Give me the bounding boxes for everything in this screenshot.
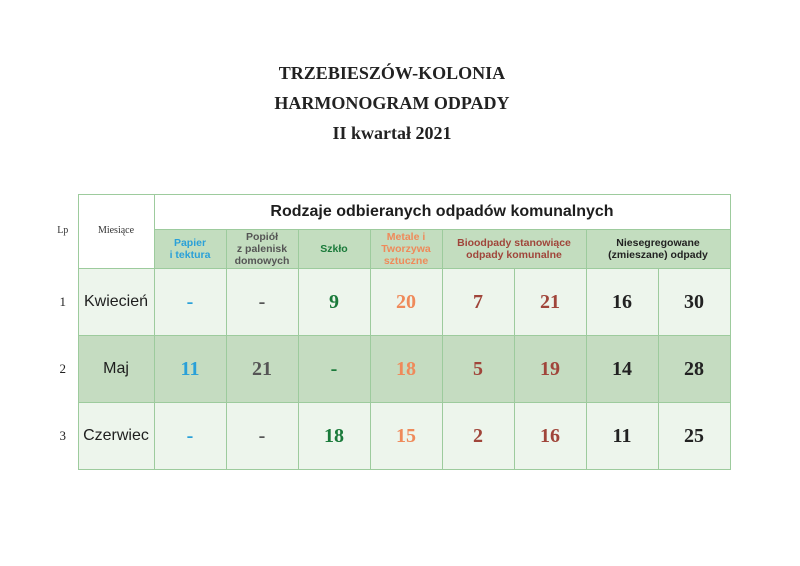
table-row [48, 336, 730, 403]
pickup-day-cell: 7 [442, 269, 514, 336]
pickup-day-cell: 11 [154, 336, 226, 403]
pickup-day-cell: 11 [586, 403, 658, 470]
pickup-day-cell: 18 [298, 403, 370, 470]
pickup-day-cell: - [154, 269, 226, 336]
row-month: Maj [78, 336, 154, 403]
pickup-day-cell: 21 [226, 336, 298, 403]
pickup-day-cell: 9 [298, 269, 370, 336]
waste-schedule-table [48, 194, 731, 470]
row-month: Kwiecień [78, 269, 154, 336]
pickup-day-cell: 18 [370, 336, 442, 403]
pickup-day-cell: - [298, 336, 370, 403]
pickup-day-cell: 21 [514, 269, 586, 336]
header-miesiace: Miesiące [78, 195, 154, 269]
category-popiol: Popiół z palenisk domowych [226, 230, 298, 269]
pickup-day-cell: 14 [586, 336, 658, 403]
category-niesegregowane: Niesegregowane (zmieszane) odpady [586, 230, 730, 269]
document-title [0, 58, 784, 148]
header-lp: Lp [57, 224, 69, 236]
schedule-rows [48, 269, 730, 470]
pickup-day-cell: - [226, 403, 298, 470]
category-metale: Metale i Tworzywa sztuczne [370, 230, 442, 269]
pickup-day-cell: 16 [586, 269, 658, 336]
pickup-day-cell: - [154, 403, 226, 470]
pickup-day-cell: 5 [442, 336, 514, 403]
pickup-day-cell: 19 [514, 336, 586, 403]
category-szklo: Szkło [298, 230, 370, 269]
pickup-day-cell: 25 [658, 403, 730, 470]
row-lp: 1 [48, 269, 78, 336]
pickup-day-cell: 16 [514, 403, 586, 470]
pickup-day-cell: 20 [370, 269, 442, 336]
row-lp: 3 [48, 403, 78, 470]
row-lp: 2 [48, 336, 78, 403]
title-quarter: II kwartał 2021 [332, 123, 452, 143]
header-waste-types: Rodzaje odbieranych odpadów komunalnych [154, 195, 730, 230]
pickup-day-cell: 15 [370, 403, 442, 470]
title-location: TRZEBIESZÓW-KOLONIA [278, 63, 506, 83]
pickup-day-cell: 30 [658, 269, 730, 336]
table-row [48, 269, 730, 336]
category-bioodpady: Bioodpady stanowiące odpady komunalne [442, 230, 586, 269]
pickup-day-cell: 28 [658, 336, 730, 403]
pickup-day-cell: 2 [442, 403, 514, 470]
row-month: Czerwiec [78, 403, 154, 470]
category-papier: Papier i tektura [154, 230, 226, 269]
pickup-day-cell: - [226, 269, 298, 336]
title-schedule: HARMONOGRAM ODPADY [274, 93, 510, 113]
table-row [48, 403, 730, 470]
